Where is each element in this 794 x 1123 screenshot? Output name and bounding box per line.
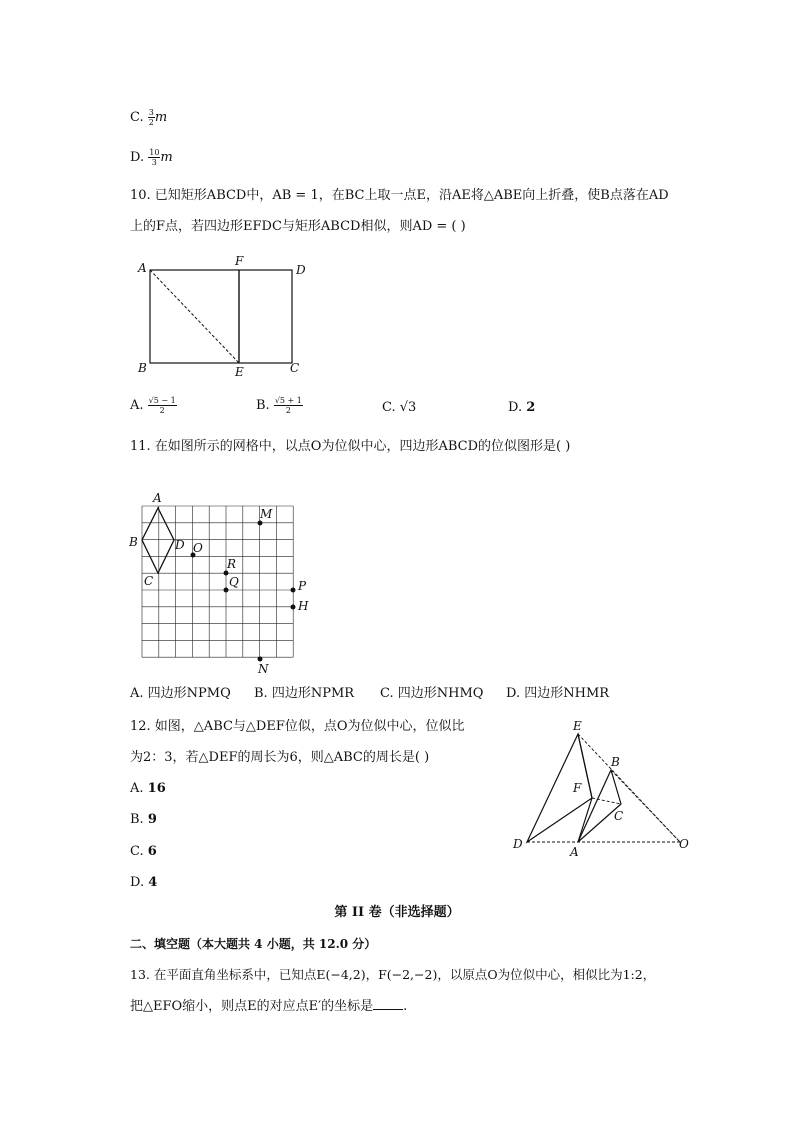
q11-question: 11. 在如图所示的网格中，以点O为位似中心，四边形ABCD的位似图形是( ) xyxy=(130,439,571,454)
fraction-denominator: 3 xyxy=(151,158,157,167)
fraction-denominator: 2 xyxy=(148,118,154,127)
q10-rectangle-figure xyxy=(130,250,320,380)
label-b: B xyxy=(611,755,620,769)
label-b: B xyxy=(138,361,147,375)
label-e: E xyxy=(235,365,244,379)
option-label: C. xyxy=(130,110,144,125)
option-text: 2 xyxy=(526,400,536,415)
fraction-numerator: 10 xyxy=(149,148,160,157)
q12-homothety-figure xyxy=(505,716,705,861)
label-b: B xyxy=(129,535,138,549)
fraction-denominator: 2 xyxy=(159,406,165,415)
section-two-heading: 二、填空题（本大题共 4 小题，共 12.0 分） xyxy=(130,937,377,951)
label-o: O xyxy=(193,541,203,555)
option-text: 四边形NHMQ xyxy=(397,686,484,701)
q11-option-a xyxy=(130,684,254,704)
option-text: 四边形NPMR xyxy=(271,686,355,701)
q13-line1: 13. 在平面直角坐标系中，已知点E(−4,2)，F(−2,−2)，以原点O为位似中心，相似比为1:2， xyxy=(130,967,656,982)
option-label: C. xyxy=(382,400,396,415)
label-c: C xyxy=(144,574,154,588)
option-text: 9 xyxy=(147,812,157,827)
rectangle-abcd xyxy=(150,270,292,363)
point-q xyxy=(224,588,229,593)
label-d: D xyxy=(296,263,306,277)
option-text: 四边形NPMQ xyxy=(147,686,231,701)
option-label: B. xyxy=(130,812,144,827)
q10-option-a xyxy=(130,396,177,416)
q10-line1: 10. 已知矩形ABCD中，AB = 1，在BC上取一点E，沿AE将△ABE向上折叠，使B点落在AD xyxy=(130,188,669,203)
q11-option-d xyxy=(506,684,636,704)
q9-option-c xyxy=(130,108,167,128)
q13-line2: 把△EFO缩小，则点E的对应点E′的坐标是 xyxy=(130,999,374,1014)
fraction-numerator: √5 + 1 xyxy=(274,396,302,405)
ray-bo xyxy=(611,770,680,842)
triangle-abc xyxy=(578,770,624,842)
option-label: D. xyxy=(506,686,521,701)
q11-option-c xyxy=(380,684,506,704)
point-r xyxy=(224,571,229,576)
label-h: H xyxy=(298,599,309,613)
fraction xyxy=(148,148,160,167)
option-label: A. xyxy=(130,781,144,796)
option-label: C. xyxy=(380,686,394,701)
option-label: D. xyxy=(130,150,145,165)
point-m xyxy=(258,521,263,526)
triangle-def xyxy=(527,734,592,842)
fraction xyxy=(148,396,177,415)
q11-grid-figure xyxy=(126,488,316,678)
q10-option-b xyxy=(256,396,303,416)
label-f: F xyxy=(235,254,244,268)
point-p xyxy=(291,588,296,593)
label-p: P xyxy=(298,579,307,593)
q11-options-row xyxy=(130,684,650,704)
point-h xyxy=(291,605,296,610)
q9-option-d xyxy=(130,148,173,168)
option-label: C. xyxy=(130,844,144,859)
q10-line2: 上的F点，若四边形EFDC与矩形ABCD相似，则AD = ( ) xyxy=(130,219,466,234)
label-e: E xyxy=(573,719,582,733)
option-text: 4 xyxy=(148,875,158,890)
label-m: M xyxy=(260,507,273,521)
variable: m xyxy=(154,110,168,125)
label-a: A xyxy=(138,261,147,275)
label-n: N xyxy=(258,662,269,676)
option-label: B. xyxy=(254,686,268,701)
option-text: 四边形NHMR xyxy=(524,686,610,701)
label-r: R xyxy=(227,557,237,571)
q12-line1: 12. 如图，△ABC与△DEF位似，点O为位似中心，位似比 xyxy=(130,719,465,734)
q12-option-d xyxy=(130,873,157,893)
label-c: C xyxy=(290,361,300,375)
label-f: F xyxy=(573,781,582,795)
q13-line2-wrap xyxy=(130,997,407,1017)
option-label: D. xyxy=(130,875,145,890)
option-text: √3 xyxy=(399,400,417,415)
variable: m xyxy=(160,150,173,165)
q12-option-b xyxy=(130,810,157,830)
q12-line2: 为2：3，若△DEF的周长为6，则△ABC的周长是( ) xyxy=(130,750,430,765)
q13-line2-end: . xyxy=(403,999,408,1014)
section-title: 第 II 卷（非选择题） xyxy=(334,905,460,920)
option-label: A. xyxy=(130,686,144,701)
option-label: A. xyxy=(130,398,144,413)
label-o: O xyxy=(679,837,689,851)
q10-option-d xyxy=(508,398,535,418)
q10-option-c xyxy=(382,398,416,418)
point-n xyxy=(258,657,263,662)
label-d: D xyxy=(175,538,185,552)
fraction xyxy=(148,108,155,127)
option-text: 6 xyxy=(147,844,157,859)
q12-option-a xyxy=(130,779,166,799)
answer-blank[interactable] xyxy=(373,997,403,1010)
fold-line-ae xyxy=(150,270,239,363)
q12-option-c xyxy=(130,842,157,862)
option-label: D. xyxy=(508,400,523,415)
option-label: B. xyxy=(256,398,270,413)
fraction-numerator: √5 − 1 xyxy=(148,396,176,405)
label-q: Q xyxy=(229,575,239,589)
fraction-numerator: 3 xyxy=(148,108,154,117)
fraction xyxy=(274,396,303,415)
option-text: 16 xyxy=(147,781,166,796)
q11-option-b xyxy=(254,684,380,704)
fraction-denominator: 2 xyxy=(285,406,291,415)
grid-lines xyxy=(142,506,293,657)
quadrilateral-abcd xyxy=(142,508,174,573)
label-c: C xyxy=(614,809,624,823)
label-d: D xyxy=(513,837,523,851)
label-a: A xyxy=(153,491,162,505)
label-a: A xyxy=(570,845,579,859)
